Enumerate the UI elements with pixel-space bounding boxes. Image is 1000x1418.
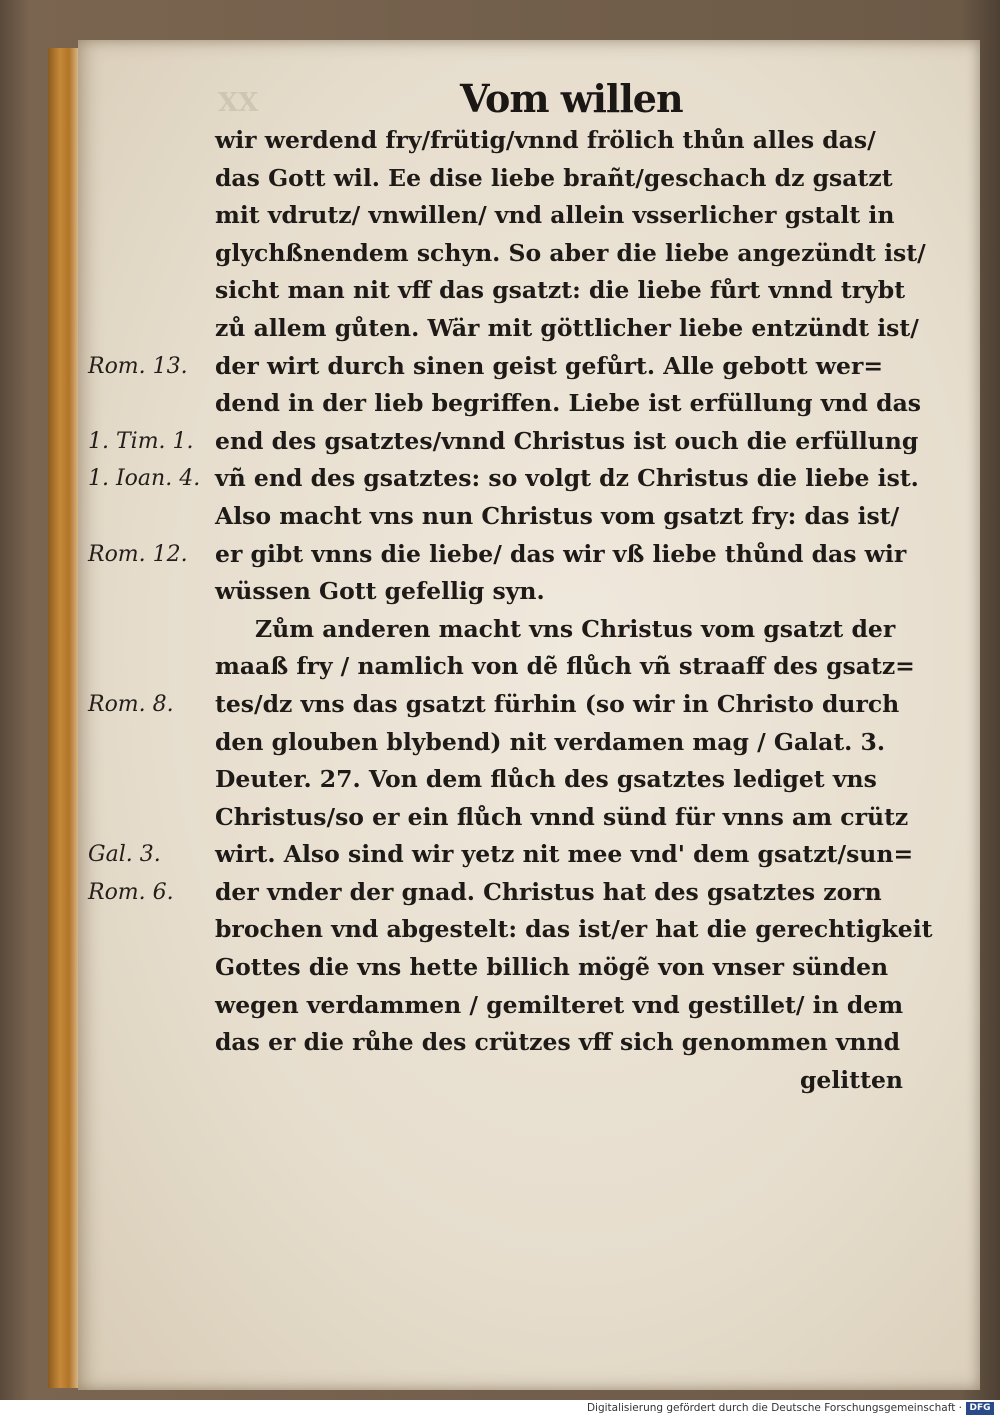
- dfg-logo-icon: DFG: [966, 1402, 994, 1415]
- text-line: wüssen Gott gefellig syn.: [215, 577, 545, 606]
- text-line: glychßnendem schyn. So aber die liebe angezündt ist/: [215, 238, 926, 267]
- text-line: der wirt durch sinen geist gefůrt. Alle gebott wer=: [215, 351, 884, 380]
- text-line: den glouben blybend) nit verdamen mag / Galat. 3.: [215, 727, 886, 756]
- margin-note: Gal. 3.: [88, 842, 161, 868]
- footer-credit: Digitalisierung gefördert durch die Deutsche Forschungsgemeinschaft ·: [586, 1402, 962, 1414]
- text-line: brochen vnd abgestelt: das ist/er hat die gerechtigkeit: [215, 915, 933, 944]
- bleed-through-ghost: XX: [218, 88, 259, 118]
- text-line: Christus/so er ein flůch vnnd sünd für vnns am crütz: [215, 802, 909, 831]
- text-line: Zům anderen macht vns Christus vom gsatzt der: [255, 614, 896, 643]
- text-line: maaß fry / namlich von dẽ flůch vñ straaff des gsatz=: [215, 652, 915, 681]
- text-line: Deuter. 27. Von dem flůch des gsatztes lediget vns: [215, 765, 877, 794]
- text-line: das er die růhe des crützes vff sich genommen vnnd: [215, 1028, 901, 1057]
- book-page-edges: [48, 48, 78, 1388]
- margin-note: Rom. 6.: [88, 880, 174, 905]
- text-line: end des gsatztes/vnnd Christus ist ouch die erfüllung: [215, 426, 919, 455]
- text-line: der vnder der gnad. Christus hat des gsatztes zorn: [215, 877, 882, 906]
- text-line: dend in der lieb begriffen. Liebe ist erfüllung vnd das: [215, 389, 922, 418]
- text-line: Gottes die vns hette billich mögẽ von vnser sünden: [215, 953, 889, 982]
- margin-note: Rom. 12.: [88, 541, 188, 567]
- text-line: er gibt vnns die liebe/ das wir vß liebe thůnd das wir: [215, 539, 907, 568]
- body-text: [215, 122, 933, 1099]
- text-line: sicht man nit vff das gsatzt: die liebe fůrt vnnd trybt: [215, 276, 906, 305]
- footer-bar: [0, 1400, 1000, 1418]
- text-line: wegen verdammen / gemilteret vnd gestillet/ in dem: [215, 990, 904, 1019]
- text-line: Also macht vns nun Christus vom gsatzt fry: das ist/: [215, 501, 900, 530]
- running-header: Vom willen: [460, 76, 683, 121]
- text-line: vñ end des gsatztes: so volgt dz Christus die liebe ist.: [215, 464, 919, 493]
- text-line: tes/dz vns das gsatzt fürhin (so wir in Christo durch: [215, 689, 900, 718]
- margin-note: Rom. 8.: [88, 692, 174, 717]
- margin-note: 1. Ioan. 4.: [88, 466, 201, 492]
- text-line: wir werdend fry/frütig/vnnd frölich thůn alles das/: [215, 126, 876, 154]
- margin-note: Rom. 13.: [88, 353, 188, 379]
- text-line: zů allem gůten. Wär mit göttlicher liebe entzündt ist/: [215, 313, 919, 342]
- margin-note: 1. Tim. 1.: [88, 428, 194, 454]
- text-line: gelitten: [800, 1065, 903, 1094]
- text-line: das Gott wil. Ee dise liebe brañt/geschach dz gsatzt: [215, 163, 893, 192]
- text-line: wirt. Also sind wir yetz nit mee vnd' dem gsatzt/sun=: [215, 840, 914, 869]
- text-line: mit vdrutz/ vnwillen/ vnd allein vsserlicher gstalt in: [215, 201, 895, 230]
